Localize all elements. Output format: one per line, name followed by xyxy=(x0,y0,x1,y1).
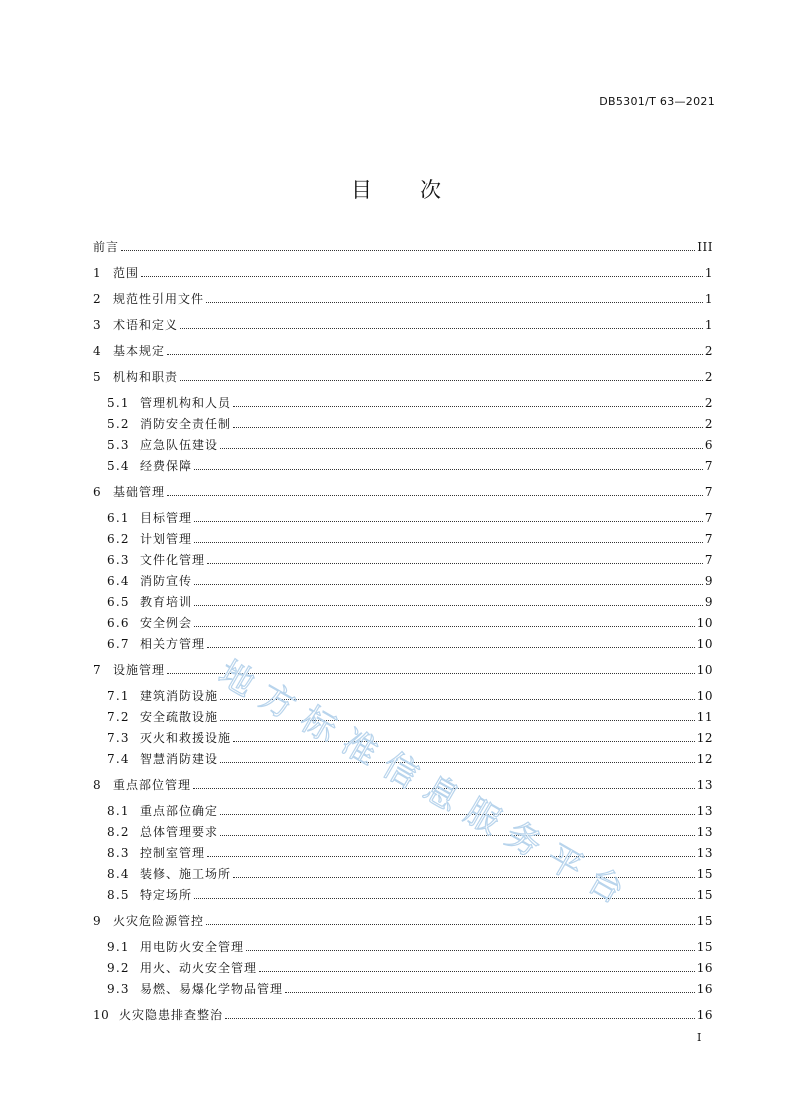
toc-entry-page: 12 xyxy=(696,731,713,745)
dot-leader xyxy=(233,876,695,878)
dot-leader xyxy=(193,787,695,789)
toc-entry-number: 8 xyxy=(93,778,102,792)
toc-entry-label: 机构和职责 xyxy=(113,370,179,384)
toc-entry-page: 2 xyxy=(704,344,713,358)
toc-entry[interactable] xyxy=(107,940,713,954)
toc-entry[interactable] xyxy=(107,511,713,525)
watermark-char: 服 xyxy=(457,791,508,843)
toc-entry-label: 经费保障 xyxy=(140,459,193,473)
dot-leader xyxy=(180,327,703,329)
toc-entry-number: 9.3 xyxy=(107,982,130,996)
toc-entry-page: 16 xyxy=(696,982,713,996)
toc-entry-page: 11 xyxy=(696,710,713,724)
toc-entry-page: 13 xyxy=(696,778,713,792)
toc-entry-label: 特定场所 xyxy=(140,888,193,902)
toc-entry-label: 基本规定 xyxy=(113,344,166,358)
toc-entry[interactable] xyxy=(93,778,713,792)
watermark-char: 息 xyxy=(416,768,467,820)
toc-entry[interactable] xyxy=(93,292,713,306)
toc-entry-number: 8.2 xyxy=(107,825,130,839)
toc-entry[interactable] xyxy=(107,689,713,703)
toc-entry[interactable] xyxy=(107,616,713,630)
toc-entry-page: 7 xyxy=(704,485,713,499)
toc-entry[interactable] xyxy=(107,459,713,473)
toc-entry-label: 管理机构和人员 xyxy=(140,396,232,410)
dot-leader xyxy=(259,970,695,972)
toc-entry-page: 10 xyxy=(696,663,713,677)
toc-entry[interactable] xyxy=(107,752,713,766)
toc-entry-label: 设施管理 xyxy=(113,663,166,677)
toc-entry-number: 6.4 xyxy=(107,574,130,588)
toc-entry-label: 计划管理 xyxy=(140,532,193,546)
toc-entry[interactable] xyxy=(93,318,713,332)
dot-leader xyxy=(206,923,695,925)
toc-entry-label: 重点部位管理 xyxy=(113,778,192,792)
toc-entry-number: 1 xyxy=(93,266,102,280)
dot-leader xyxy=(194,604,703,606)
document-id: DB5301/T 63—2021 xyxy=(599,95,715,108)
watermark-char: 信 xyxy=(375,745,426,797)
toc-entry-number: 6.3 xyxy=(107,553,130,567)
dot-leader xyxy=(220,719,695,721)
toc-entry-label: 总体管理要求 xyxy=(140,825,219,839)
toc-entry[interactable] xyxy=(93,370,713,384)
toc-entry-number: 9.2 xyxy=(107,961,130,975)
toc-entry-label: 灭火和救援设施 xyxy=(140,731,232,745)
page-number: I xyxy=(697,1031,702,1044)
dot-leader xyxy=(220,761,695,763)
toc-entry[interactable] xyxy=(107,417,713,431)
dot-leader xyxy=(220,813,695,815)
toc-entry-number: 2 xyxy=(93,292,102,306)
watermark-char: 台 xyxy=(580,860,631,912)
dot-leader xyxy=(207,646,695,648)
toc-entry[interactable] xyxy=(107,731,713,745)
toc-entry-page: 6 xyxy=(704,438,713,452)
toc-entry-page: 16 xyxy=(696,961,713,975)
toc-entry-page: 10 xyxy=(696,637,713,651)
toc-entry-number: 4 xyxy=(93,344,102,358)
toc-entry-page: 15 xyxy=(696,914,713,928)
toc-entry[interactable] xyxy=(93,344,713,358)
toc-entry[interactable] xyxy=(93,485,713,499)
toc-entry-label: 文件化管理 xyxy=(140,553,206,567)
toc-entry[interactable] xyxy=(107,961,713,975)
watermark-char: 务 xyxy=(498,814,549,866)
toc-entry[interactable] xyxy=(107,637,713,651)
toc-entry[interactable] xyxy=(107,438,713,452)
toc-entry-label: 消防安全责任制 xyxy=(140,417,232,431)
toc-entry-number: 5.1 xyxy=(107,396,130,410)
toc-entry-label: 术语和定义 xyxy=(113,318,179,332)
toc-entry-page: 7 xyxy=(704,532,713,546)
toc-entry-page: 15 xyxy=(696,940,713,954)
toc-entry-page: 7 xyxy=(704,511,713,525)
toc-entry-label: 应急队伍建设 xyxy=(140,438,219,452)
title-char-2: 次 xyxy=(420,178,441,202)
dot-leader xyxy=(207,855,695,857)
toc-entry-page: 13 xyxy=(696,846,713,860)
toc-entry-number: 6.5 xyxy=(107,595,130,609)
toc-entry-page: 12 xyxy=(696,752,713,766)
toc-entry[interactable] xyxy=(107,825,713,839)
toc-entry[interactable] xyxy=(93,1008,713,1022)
toc-entry-number: 5.4 xyxy=(107,459,130,473)
toc-entry[interactable] xyxy=(107,982,713,996)
toc-entry-number: 8.4 xyxy=(107,867,130,881)
toc-entry-page: 15 xyxy=(696,867,713,881)
dot-leader xyxy=(180,379,703,381)
dot-leader xyxy=(121,249,695,251)
toc-entry-number: 8.1 xyxy=(107,804,130,818)
toc-entry-page: 16 xyxy=(696,1008,713,1022)
toc-entry[interactable] xyxy=(107,867,713,881)
toc-entry-page: 1 xyxy=(704,266,713,280)
toc-entry[interactable] xyxy=(107,574,713,588)
toc-entry-label: 范围 xyxy=(113,266,140,280)
toc-entry[interactable] xyxy=(107,532,713,546)
toc-entry-label: 安全例会 xyxy=(140,616,193,630)
dot-leader xyxy=(206,301,703,303)
toc-entry[interactable] xyxy=(107,553,713,567)
toc-entry[interactable] xyxy=(107,804,713,818)
toc-entry-label: 重点部位确定 xyxy=(140,804,219,818)
toc-entry-number: 8.5 xyxy=(107,888,130,902)
toc-entry-label: 建筑消防设施 xyxy=(140,689,219,703)
dot-leader xyxy=(207,562,703,564)
toc-entry-page: 7 xyxy=(704,553,713,567)
watermark-char: 方 xyxy=(252,676,303,728)
toc-entry-page: 13 xyxy=(696,804,713,818)
dot-leader xyxy=(225,1017,695,1019)
toc-entry[interactable] xyxy=(93,663,713,677)
toc-entry[interactable] xyxy=(107,396,713,410)
toc-entry-number: 6.2 xyxy=(107,532,130,546)
toc-entry-number: 6.6 xyxy=(107,616,130,630)
watermark-char: 准 xyxy=(334,722,385,774)
toc-entry[interactable] xyxy=(93,240,713,254)
toc-entry-page: 7 xyxy=(704,459,713,473)
toc-entry-page: III xyxy=(697,240,713,254)
toc-entry-label: 装修、施工场所 xyxy=(140,867,232,881)
toc-entry-page: 9 xyxy=(704,595,713,609)
dot-leader xyxy=(220,447,703,449)
toc-entry-label: 相关方管理 xyxy=(140,637,206,651)
toc-entry-number: 5.3 xyxy=(107,438,130,452)
toc-entry-label: 目标管理 xyxy=(140,511,193,525)
toc-entry-page: 1 xyxy=(704,292,713,306)
toc-entry-label: 前言 xyxy=(93,240,120,254)
toc-entry-label: 智慧消防建设 xyxy=(140,752,219,766)
toc-entry-number: 6 xyxy=(93,485,102,499)
dot-leader xyxy=(194,583,703,585)
toc-entry-number: 9 xyxy=(93,914,102,928)
dot-leader xyxy=(167,672,695,674)
toc-entry-page: 15 xyxy=(696,888,713,902)
dot-leader xyxy=(194,897,695,899)
toc-entry[interactable] xyxy=(93,266,713,280)
toc-entry-page: 2 xyxy=(704,396,713,410)
dot-leader xyxy=(233,405,703,407)
dot-leader xyxy=(194,625,695,627)
toc-entry-page: 2 xyxy=(704,417,713,431)
toc-entry-label: 教育培训 xyxy=(140,595,193,609)
watermark-char: 地 xyxy=(215,653,262,705)
dot-leader xyxy=(233,740,695,742)
toc-entry-page: 10 xyxy=(696,616,713,630)
toc-entry-page: 1 xyxy=(704,318,713,332)
toc-entry[interactable] xyxy=(107,888,713,902)
toc-entry-number: 7.4 xyxy=(107,752,130,766)
dot-leader xyxy=(246,949,695,951)
toc-entry[interactable] xyxy=(107,846,713,860)
toc-entry-label: 火灾危险源管控 xyxy=(113,914,205,928)
toc-entry-label: 用火、动火安全管理 xyxy=(140,961,258,975)
toc-entry-label: 安全疏散设施 xyxy=(140,710,219,724)
dot-leader xyxy=(167,494,703,496)
dot-leader xyxy=(141,275,703,277)
toc-entry-page: 13 xyxy=(696,825,713,839)
toc-entry-number: 3 xyxy=(93,318,102,332)
page-title xyxy=(0,174,792,204)
toc-entry-page: 2 xyxy=(704,370,713,384)
toc-entry-label: 控制室管理 xyxy=(140,846,206,860)
toc-entry[interactable] xyxy=(107,710,713,724)
dot-leader xyxy=(220,698,695,700)
toc-entry-label: 规范性引用文件 xyxy=(113,292,205,306)
dot-leader xyxy=(194,520,703,522)
watermark-char: 平 xyxy=(539,837,590,889)
toc-entry-label: 用电防火安全管理 xyxy=(140,940,245,954)
toc-entry-page: 9 xyxy=(704,574,713,588)
dot-leader xyxy=(167,353,703,355)
dot-leader xyxy=(285,991,695,993)
watermark-char: 标 xyxy=(293,699,344,751)
toc-entry-number: 5 xyxy=(93,370,102,384)
dot-leader xyxy=(220,834,695,836)
toc-entry-number: 7 xyxy=(93,663,102,677)
dot-leader xyxy=(233,426,703,428)
toc-entry-number: 8.3 xyxy=(107,846,130,860)
toc-entry-number: 6.7 xyxy=(107,637,130,651)
toc-entry-page: 10 xyxy=(696,689,713,703)
toc-entry-number: 9.1 xyxy=(107,940,130,954)
toc-entry-label: 基础管理 xyxy=(113,485,166,499)
toc-entry-number: 7.1 xyxy=(107,689,130,703)
toc-entry-label: 易燃、易爆化学物品管理 xyxy=(140,982,284,996)
toc-entry-number: 5.2 xyxy=(107,417,130,431)
toc-entry[interactable] xyxy=(107,595,713,609)
title-char-1: 目 xyxy=(351,178,372,202)
dot-leader xyxy=(194,541,703,543)
toc-entry-number: 10 xyxy=(93,1008,110,1022)
toc-entry-label: 火灾隐患排查整治 xyxy=(119,1008,224,1022)
toc-entry-number: 7.3 xyxy=(107,731,130,745)
toc-entry-number: 6.1 xyxy=(107,511,130,525)
toc-entry-label: 消防宣传 xyxy=(140,574,193,588)
toc-entry-number: 7.2 xyxy=(107,710,130,724)
toc-entry[interactable] xyxy=(93,914,713,928)
dot-leader xyxy=(194,468,703,470)
